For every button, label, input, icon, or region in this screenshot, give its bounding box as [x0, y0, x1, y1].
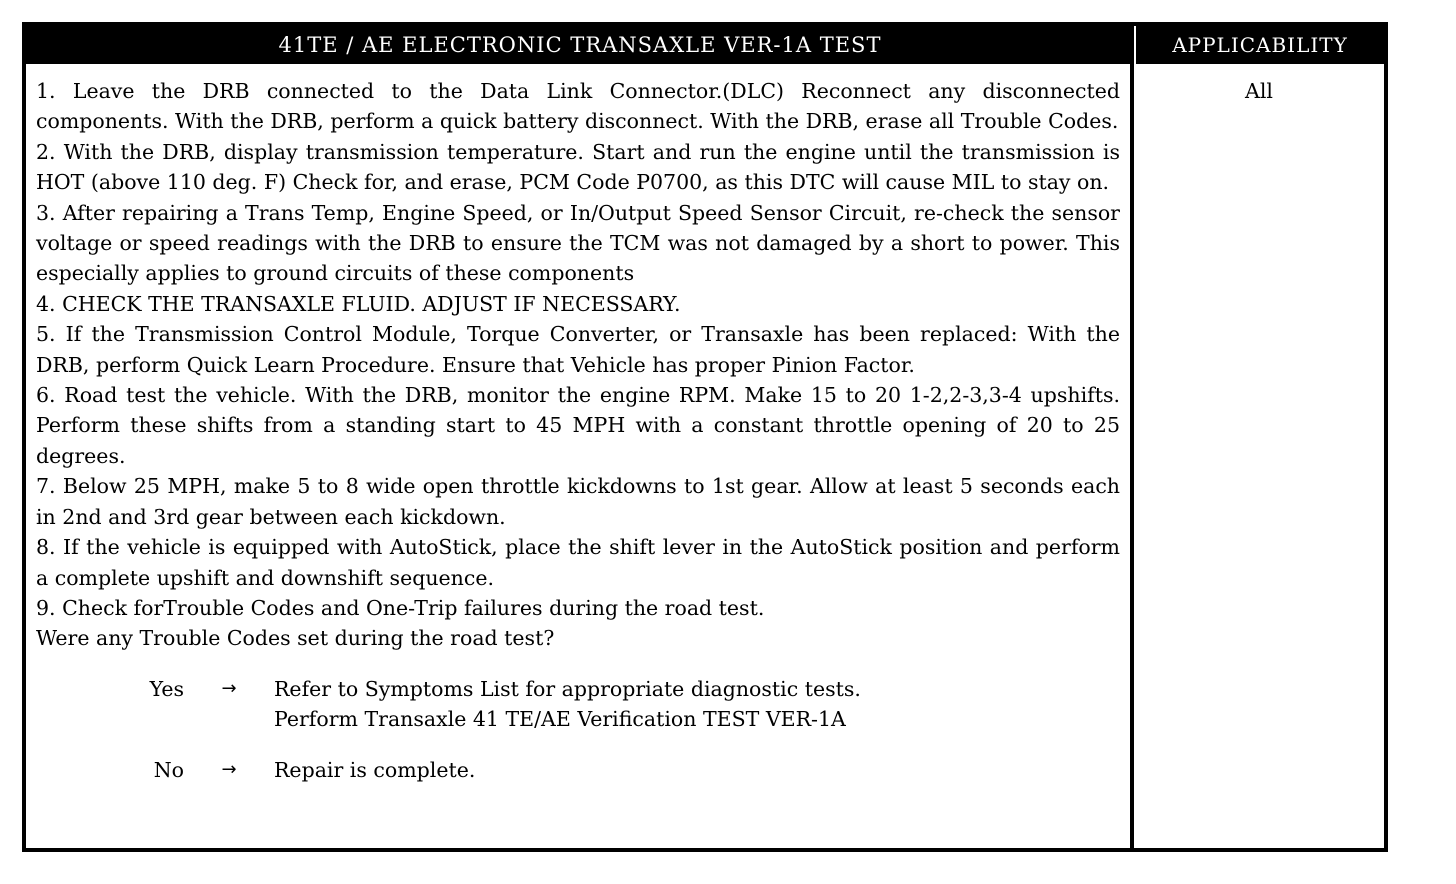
step-9: 9. Check forTrouble Codes and One-Trip failures during the road test.	[36, 595, 765, 620]
step-2: 2. With the DRB, display transmission temperature. Start and run the engine until the transmission is HOT (above 110 deg. F) Check for, and erase, PCM Code P0700, as this DTC will cause MIL to stay on.	[36, 139, 1120, 195]
table-body	[26, 64, 1384, 848]
answer-yes-line-1: Refer to Symptoms List for appropriate diagnostic tests.	[274, 676, 861, 701]
answer-yes-label: Yes	[149, 676, 184, 701]
answer-no-line-1: Repair is complete.	[274, 757, 476, 782]
answer-yes-text	[274, 674, 1120, 735]
step-6: 6. Road test the vehicle. With the DRB, monitor the engine RPM. Make 15 to 20 1-2,2-3,3-4 upshifts. Perform these shifts from a standing start to 45 MPH with a constant throttle opening of 20 to 25 degrees.	[36, 383, 1120, 468]
arrow-right-icon: →	[221, 758, 237, 780]
applicability-value: All	[1245, 79, 1273, 103]
step-7: 7. Below 25 MPH, make 5 to 8 wide open throttle kickdowns to 1st gear. Allow at least 5 seconds each in 2nd and 3rd gear between each kickdown.	[36, 474, 1120, 529]
question-text: Were any Trouble Codes set during the road test?	[36, 626, 555, 651]
test-title: 41TE / AE ELECTRONIC TRANSAXLE VER-1A TEST	[278, 33, 882, 57]
answer-no	[36, 755, 1120, 785]
step-8: 8. If the vehicle is equipped with AutoStick, place the shift lever in the AutoStick position and perform a complete upshift and downshift sequence.	[36, 535, 1120, 590]
step-4: 4. CHECK THE TRANSAXLE FLUID. ADJUST IF NECESSARY.	[36, 291, 681, 316]
step-1: 1. Leave the DRB connected to the Data Link Connector.(DLC) Reconnect any disconnected components. With the DRB, perform a quick battery disconnect. With the DRB, erase all Trouble Codes.	[36, 79, 1120, 134]
answer-yes-line-2: Perform Transaxle 41 TE/AE Verification TEST VER-1A	[274, 707, 846, 732]
test-table	[22, 22, 1388, 852]
answer-no-label: No	[153, 757, 184, 782]
applicability-heading: APPLICABILITY	[1134, 26, 1384, 64]
answer-list	[36, 674, 1120, 785]
answer-yes	[36, 674, 1120, 735]
procedure-column	[26, 64, 1134, 848]
arrow-right-icon: →	[221, 677, 237, 699]
answer-no-text	[274, 755, 1120, 785]
step-5: 5. If the Transmission Control Module, Torque Converter, or Transaxle has been replaced: With the DRB, perform Quick Learn Procedure. Ensure that Vehicle has proper Pinion Factor.	[36, 322, 1120, 377]
step-3: 3. After repairing a Trans Temp, Engine Speed, or In/Output Speed Sensor Circuit, re-check the sensor voltage or speed readings with the DRB to ensure the TCM was not damaged by a short to power. This especially applies to ground circuits of these components	[36, 200, 1120, 286]
table-header	[26, 26, 1384, 64]
